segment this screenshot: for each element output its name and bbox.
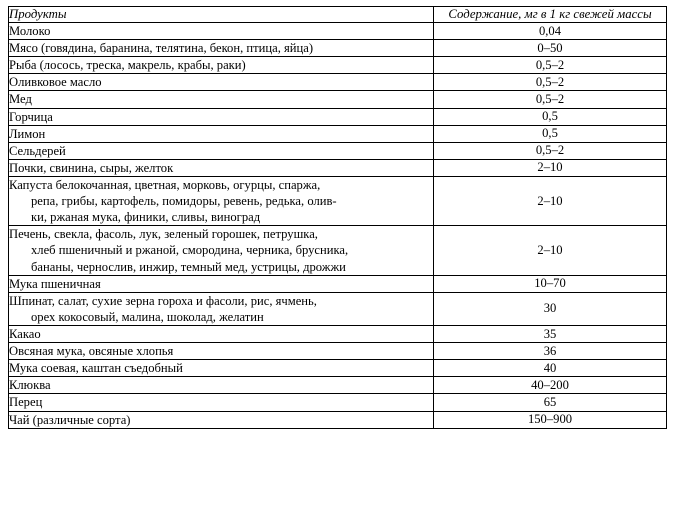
- product-line: Какао: [9, 326, 41, 341]
- cell-content-value: 35: [434, 325, 667, 342]
- product-line: ки, ржаная мука, финики, сливы, виноград: [31, 210, 261, 225]
- product-line: Перец: [9, 395, 43, 410]
- cell-product-name: [9, 275, 434, 292]
- product-line: Печень, свекла, фасоль, лук, зеленый горошек, петрушка,: [9, 227, 318, 242]
- column-header-product: Продукты: [9, 7, 434, 23]
- product-line: Шпинат, салат, сухие зерна гороха и фасоли, рис, ячмень,: [9, 293, 317, 308]
- cell-content-value: 2–10: [434, 226, 667, 275]
- cell-content-value: 36: [434, 343, 667, 360]
- product-line: Клюква: [9, 378, 51, 393]
- cell-content-value: 2–10: [434, 159, 667, 176]
- cell-product-name: [9, 74, 434, 91]
- product-line: хлеб пшеничный и ржаной, смородина, черника, брусника,: [31, 243, 349, 258]
- cell-product-name: [9, 23, 434, 40]
- product-line: репа, грибы, картофель, помидоры, ревень, редька, олив-: [31, 194, 337, 209]
- cell-content-value: 0,5: [434, 108, 667, 125]
- cell-content-value: 0,5–2: [434, 91, 667, 108]
- table-row: [9, 325, 667, 342]
- table-row: [9, 142, 667, 159]
- cell-product-name: [9, 377, 434, 394]
- cell-product-name: [9, 57, 434, 74]
- product-line: Мед: [9, 92, 32, 107]
- product-line: Почки, свинина, сыры, желток: [9, 160, 174, 175]
- product-line: Капуста белокочанная, цветная, морковь, огурцы, спаржа,: [9, 177, 321, 192]
- table-row: [9, 377, 667, 394]
- cell-content-value: 10–70: [434, 275, 667, 292]
- table-row: [9, 74, 667, 91]
- cell-content-value: 150–900: [434, 411, 667, 428]
- cell-content-value: 0,5–2: [434, 74, 667, 91]
- product-line: Овсяная мука, овсяные хлопья: [9, 344, 174, 359]
- product-line: Молоко: [9, 24, 51, 38]
- table-row: [9, 23, 667, 40]
- cell-content-value: 0,5–2: [434, 57, 667, 74]
- cell-product-name: [9, 91, 434, 108]
- table-row: [9, 125, 667, 142]
- table-row: [9, 57, 667, 74]
- cell-product-name: [9, 325, 434, 342]
- cell-product-name: [9, 159, 434, 176]
- nutrient-content-table: [8, 6, 667, 429]
- table-row: [9, 40, 667, 57]
- cell-content-value: 2–10: [434, 176, 667, 225]
- product-line: Оливковое масло: [9, 75, 102, 90]
- cell-content-value: 65: [434, 394, 667, 411]
- cell-product-name: [9, 226, 434, 275]
- product-line: Рыба (лосось, треска, макрель, крабы, раки): [9, 58, 246, 73]
- product-line: Горчица: [9, 109, 53, 124]
- table-header-row: [9, 7, 667, 23]
- product-line: Чай (различные сорта): [9, 412, 131, 427]
- product-line: Лимон: [9, 126, 46, 141]
- cell-product-name: [9, 411, 434, 428]
- cell-content-value: 40: [434, 360, 667, 377]
- table-row: [9, 360, 667, 377]
- cell-content-value: 0,5: [434, 125, 667, 142]
- cell-product-name: [9, 125, 434, 142]
- column-header-value: Содержание, мг в 1 кг свежей массы: [434, 7, 667, 23]
- cell-product-name: [9, 343, 434, 360]
- table-row: [9, 108, 667, 125]
- cell-content-value: 0–50: [434, 40, 667, 57]
- product-line: Сельдерей: [9, 143, 66, 158]
- cell-product-name: [9, 360, 434, 377]
- table-body: [9, 23, 667, 429]
- cell-product-name: [9, 176, 434, 225]
- product-line: бананы, чернослив, инжир, темный мед, устрицы, дрожжи: [31, 259, 346, 274]
- cell-product-name: [9, 40, 434, 57]
- table-row: [9, 176, 667, 225]
- table-row: [9, 343, 667, 360]
- table-row: [9, 292, 667, 325]
- cell-product-name: [9, 108, 434, 125]
- cell-product-name: [9, 142, 434, 159]
- cell-product-name: [9, 394, 434, 411]
- cell-content-value: 0,5–2: [434, 142, 667, 159]
- cell-content-value: 40–200: [434, 377, 667, 394]
- product-line: Мука пшеничная: [9, 276, 101, 291]
- cell-product-name: [9, 292, 434, 325]
- product-line: орех кокосовый, малина, шоколад, желатин: [31, 309, 264, 324]
- cell-content-value: 30: [434, 292, 667, 325]
- product-line: Мясо (говядина, баранина, телятина, бекон, птица, яйца): [9, 41, 314, 56]
- table-row: [9, 275, 667, 292]
- table-row: [9, 411, 667, 428]
- table-row: [9, 91, 667, 108]
- table-row: [9, 159, 667, 176]
- table-row: [9, 226, 667, 275]
- cell-content-value: 0,04: [434, 23, 667, 40]
- table-row: [9, 394, 667, 411]
- product-line: Мука соевая, каштан съедобный: [9, 361, 183, 376]
- table-header: [9, 7, 667, 23]
